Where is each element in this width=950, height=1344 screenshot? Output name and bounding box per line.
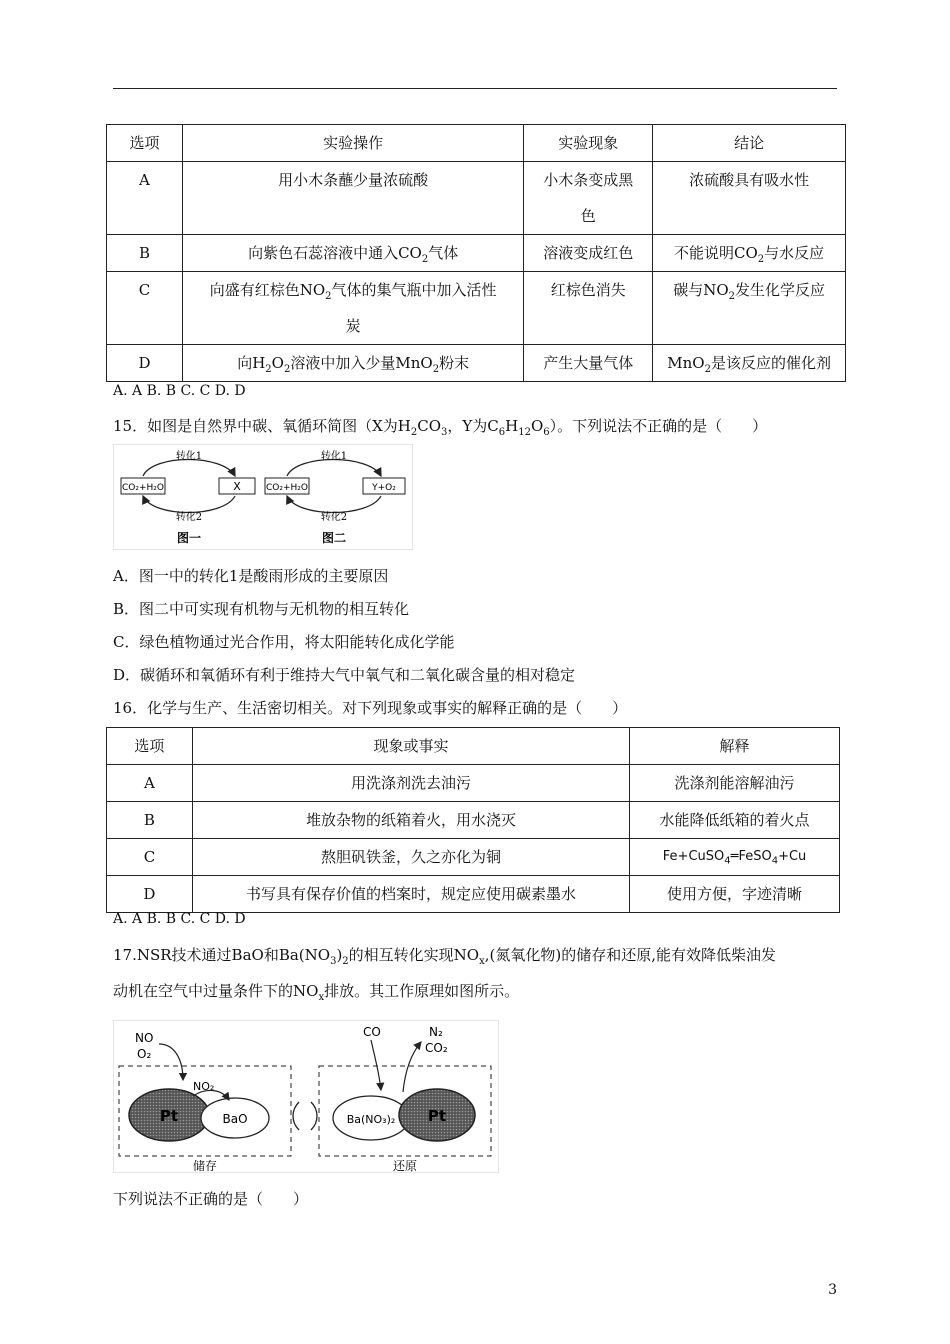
text: 粉末 <box>439 354 470 372</box>
conversion1-label-fig2: 转化1 <box>320 451 348 462</box>
pt-label-storage: Pt <box>159 1107 179 1125</box>
phenomenon-line: 小木条变成黑 <box>543 171 634 189</box>
text: 向H <box>237 354 266 372</box>
pt-label-reduction: Pt <box>427 1107 447 1125</box>
q17-question: 下列说法不正确的是（ ） <box>113 1190 309 1208</box>
explanation-cell <box>630 839 840 876</box>
header-option: 选项 <box>107 728 193 765</box>
phenomenon-cell: 红棕色消失 <box>524 272 653 345</box>
fact-cell: 熬胆矾铁釜，久之亦化为铜 <box>192 839 629 876</box>
table-header-row <box>107 125 846 162</box>
carbon-oxygen-cycle-figure <box>113 444 413 550</box>
text: 气体的集气瓶中加入活性 <box>331 281 497 299</box>
explanation-cell: 水能降低纸箱的着火点 <box>630 802 840 839</box>
option-cell: B <box>107 802 193 839</box>
header-fact: 现象或事实 <box>192 728 629 765</box>
text: 碳与NO <box>673 281 729 299</box>
fact-cell: 书写具有保存价值的档案时，规定应使用碳素墨水 <box>192 876 629 913</box>
subscript: x <box>318 992 325 1003</box>
phenomenon-cell <box>524 162 653 235</box>
phenomenon-cell: 产生大量气体 <box>524 345 653 382</box>
header-operation: 实验操作 <box>182 125 523 162</box>
text: 15．如图是自然界中碳、氧循环简图（X为H <box>113 417 411 435</box>
subscript: 2 <box>283 364 291 375</box>
operation-cell <box>182 272 523 345</box>
option-cell: C <box>107 839 193 876</box>
text: 发生化学反应 <box>735 281 826 299</box>
option-cell: A <box>107 162 183 235</box>
experiment-table <box>106 124 846 382</box>
text: ）。下列说法不正确的是（ ） <box>549 417 768 435</box>
text: O <box>530 417 544 435</box>
text: 动机在空气中过量条件下的NO <box>113 982 319 1000</box>
header-conclusion: 结论 <box>653 125 846 162</box>
bao-label: BaO <box>222 1112 248 1126</box>
subscript: 3 <box>330 956 337 967</box>
operation-cell: 用小木条蘸少量浓硫酸 <box>182 162 523 235</box>
bano3-label: Ba(NO₃)₂ <box>346 1113 396 1126</box>
conclusion-cell <box>653 345 846 382</box>
conclusion-cell <box>653 272 846 345</box>
text: CO <box>417 417 442 435</box>
figure1-caption: 图一 <box>176 531 202 545</box>
table-header-row <box>107 728 840 765</box>
text: 向紫色石蕊溶液中通入CO <box>248 244 422 262</box>
table-row <box>107 765 840 802</box>
no-label: NO <box>135 1031 154 1045</box>
subscript: x <box>479 956 485 967</box>
q15-option-b: B．图二中可实现有机物与无机物的相互转化 <box>113 600 410 618</box>
box-x-label: X <box>233 480 241 493</box>
co2-label: CO₂ <box>425 1041 448 1055</box>
q15-option-d: D．碳循环和氧循环有利于维持大气中氧气和二氧化碳含量的相对稳定 <box>113 666 576 684</box>
phenomenon-line: 色 <box>580 207 596 225</box>
nsr-diagram-svg <box>113 1020 499 1173</box>
text: ═FeSO <box>730 849 772 864</box>
fact-explanation-table <box>106 727 840 913</box>
cycle-diagram-svg <box>113 444 413 550</box>
text: ，Y为C <box>447 417 499 435</box>
text: ,(氮氧化物)的储存和还原,能有效降低柴油发 <box>484 946 776 964</box>
fact-cell: 堆放杂物的纸箱着火，用水浇灭 <box>192 802 629 839</box>
header-phenomenon: 实验现象 <box>524 125 653 162</box>
subscript: 2 <box>410 427 418 438</box>
text: Fe+CuSO <box>662 849 725 864</box>
q17-text-line2 <box>113 981 519 1001</box>
subscript: 12 <box>518 427 531 438</box>
phenomenon-cell: 溶液变成红色 <box>524 235 653 272</box>
q14-answer-options: A. A B. B C. C D. D <box>113 383 246 399</box>
option-cell: B <box>107 235 183 272</box>
text: H <box>505 417 519 435</box>
page-number: 3 <box>828 1282 837 1298</box>
text: ) <box>336 946 343 964</box>
subscript: 2 <box>757 254 765 265</box>
operation-cell <box>182 235 523 272</box>
text: O <box>271 354 284 372</box>
figure-border <box>113 444 413 550</box>
subscript: 2 <box>265 364 272 375</box>
box-co2-h2o-2-label: CO₂+H₂O <box>266 483 308 493</box>
option-cell: D <box>107 876 193 913</box>
text: 排放。其工作原理如图所示。 <box>324 982 520 1000</box>
table-row <box>107 272 846 345</box>
subscript: 4 <box>724 855 731 867</box>
no2-label: NO₂ <box>193 1080 215 1093</box>
operation-cell <box>182 345 523 382</box>
subscript: 3 <box>441 427 448 438</box>
header-option: 选项 <box>107 125 183 162</box>
q15-option-a: A．图一中的转化1是酸雨形成的主要原因 <box>113 567 389 585</box>
option-cell: D <box>107 345 183 382</box>
subscript: 2 <box>342 956 349 967</box>
conversion2-label-fig2: 转化2 <box>320 512 348 523</box>
table-row <box>107 839 840 876</box>
text: 的相互转化实现NO <box>348 946 480 964</box>
table-row <box>107 345 846 382</box>
subscript: 2 <box>432 364 440 375</box>
q15-option-c: C．绿色植物通过光合作用，将太阳能转化成化学能 <box>113 633 455 651</box>
table-row <box>107 162 846 235</box>
text: 气体 <box>428 244 459 262</box>
n2-label: N₂ <box>429 1025 443 1039</box>
box-y-o2-label: Y+O₂ <box>372 483 396 493</box>
figure2-caption: 图二 <box>321 531 347 545</box>
explanation-cell: 洗涤剂能溶解油污 <box>630 765 840 802</box>
subscript: 2 <box>325 291 332 302</box>
text: 是该反应的催化剂 <box>710 354 831 372</box>
text: +Cu <box>778 849 807 864</box>
text: 溶液中加入少量MnO <box>290 354 433 372</box>
q15-text <box>113 416 767 436</box>
header-rule <box>113 88 837 89</box>
conclusion-cell <box>653 235 846 272</box>
table-row <box>107 876 840 913</box>
storage-caption: 储存 <box>192 1159 218 1173</box>
nsr-working-principle-figure <box>113 1020 499 1173</box>
header-explanation: 解释 <box>630 728 840 765</box>
text: 炭 <box>345 317 361 335</box>
q16-text: 16．化学与生产、生活密切相关。对下列现象或事实的解释正确的是（ ） <box>113 699 628 717</box>
explanation-cell: 使用方便，字迹清晰 <box>630 876 840 913</box>
text: MnO <box>667 354 705 372</box>
q16-answer-options: A. A B. B C. C D. D <box>113 911 246 927</box>
subscript: 2 <box>728 291 735 302</box>
co-label: CO <box>363 1025 381 1039</box>
fact-cell: 用洗涤剂洗去油污 <box>192 765 629 802</box>
text: 与水反应 <box>764 244 825 262</box>
subscript: 6 <box>498 427 506 438</box>
o2-label: O₂ <box>137 1047 152 1061</box>
conversion2-label-fig1: 转化2 <box>175 512 203 523</box>
q17-text-line1 <box>113 945 776 965</box>
subscript: 2 <box>704 364 711 375</box>
subscript: 2 <box>421 254 429 265</box>
option-cell: C <box>107 272 183 345</box>
box-co2-h2o-label: CO₂+H₂O <box>122 483 164 493</box>
subscript: 6 <box>543 427 550 438</box>
conversion1-label-fig1: 转化1 <box>175 451 203 462</box>
table-row <box>107 802 840 839</box>
reduction-caption: 还原 <box>392 1159 418 1173</box>
conclusion-cell: 浓硫酸具有吸水性 <box>653 162 846 235</box>
table-row <box>107 235 846 272</box>
text: 17.NSR技术通过BaO和Ba(NO <box>113 946 331 964</box>
subscript: 4 <box>771 855 779 867</box>
text: 向盛有红棕色NO <box>209 281 326 299</box>
text: 不能说明CO <box>674 244 758 262</box>
option-cell: A <box>107 765 193 802</box>
